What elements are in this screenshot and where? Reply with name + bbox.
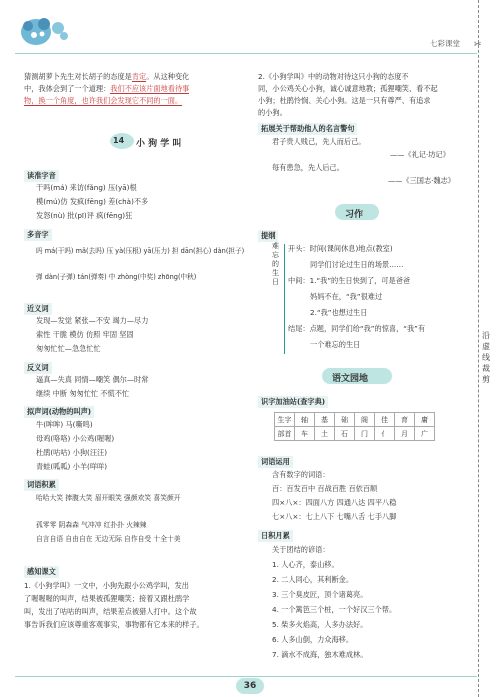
onomatopoeia-line: 母鸡(咯咯) 小公鸡(喔喔): [36, 434, 115, 443]
synonym-line: 索性 干脆 模仿 仿照 牢固 坚固: [36, 330, 134, 339]
polyphone-line: 弹 dàn(子弹) tán(弹奏) 中 zhòng(中奖) zhōng(中秋): [36, 273, 197, 281]
outline-line: 开头：时间(课间休息)地点(教室): [288, 244, 393, 253]
usage-line: 四×八×：四面八方 四通八达 四平八稳: [272, 498, 397, 507]
pronunciation-line: 干吗(má) 来访(fǎng) 压(yā)根: [36, 183, 137, 192]
proverb-item: 3. 三个臭皮匠，顶个诸葛亮。: [272, 590, 368, 599]
proverb-item: 1. 人心齐，泰山移。: [272, 560, 339, 569]
sheep-logo-icon: [14, 10, 74, 50]
section-synonyms: 近义词: [24, 303, 52, 315]
cut-label: 沿虚线裁剪: [482, 331, 490, 384]
table-row: 部首 车 土 石 门 亻 月 广: [275, 427, 435, 441]
antonym-line: 继续 中断 匆匆忙忙 不慌不忙: [36, 389, 130, 398]
section-polyphone: 多音字: [24, 229, 52, 241]
section-pronunciation: 读准字音: [24, 170, 59, 182]
outline-line: 妈妈不在，“我”很难过: [310, 292, 383, 301]
section-text-perception: 感知课文: [24, 566, 59, 578]
pronunciation-line: 发怒(nù) 批(pī)评 疯(fēng)狂: [36, 211, 133, 220]
footer-rule: [15, 676, 477, 677]
lesson-number: 14: [113, 136, 125, 145]
vocabulary-line: 哈哈大笑 捧腹大笑 眉开眼笑 强颜欢笑 喜笑颜开: [36, 494, 181, 502]
intro-line-2: 中，我体会到了一个道理：我们不应该片面地看待事: [24, 84, 190, 93]
perception-line: 事告诉我们应该尊重客观事实，事物都有它本来的样子。: [24, 620, 204, 629]
quote-source: ——《礼记·坊记》: [390, 150, 450, 159]
table-row: 生字 轴 基 础 阁 佳 育 庸: [275, 413, 435, 427]
quote-source: ——《三国志·魏志》: [388, 176, 455, 185]
lesson-title-chip: [110, 133, 190, 149]
page-number: 36: [236, 678, 264, 694]
proverb-item: 5. 柴多火焰高，人多办法好。: [272, 620, 368, 629]
quote-text: 每有患急，先人后己。: [272, 163, 344, 172]
quote-text: 君子贵人贱己，先人而后己。: [272, 137, 366, 146]
dog-attitude-line: 同，小公鸡关心小狗，诚心诚意地教；孤狸嘲笑、看不起: [258, 84, 438, 93]
perception-line: 1.《小狗学叫》一文中，小狗先跟小公鸡学叫，发出: [24, 581, 189, 590]
onomatopoeia-line: 牛(哞哞) 马(嘶鸣): [36, 420, 93, 429]
writing-title: 习作: [345, 210, 364, 220]
perception-line: 了喔喔喔的叫声，结果被孤狸嘲笑；接着又跟杜鹃学: [24, 594, 190, 603]
section-onomatopoeia: 拟声词(动物的叫声): [24, 406, 94, 418]
header-rule: [15, 53, 477, 54]
antonym-line: 逼真—失真 同情—嘲笑 偶尔—时常: [36, 375, 149, 384]
polyphone-line: 吗 má(干吗) mǎ(去吗) 压 yà(压根) yā(压力) 担 dān(担心) dàn(担子): [36, 247, 245, 255]
dog-attitude-line: 的小狗。: [258, 108, 287, 117]
onomatopoeia-line: 青蛙(呱呱) 小羊(咩咩): [36, 462, 108, 471]
vocabulary-line: 孤零零 阴森森 气冲冲 红扑扑 火辣辣: [36, 521, 147, 529]
usage-line: 百：百发百中 百战百胜 百依百顺: [272, 484, 378, 493]
section-word-usage: 词语运用: [258, 456, 293, 468]
section-antonyms: 反义词: [24, 362, 52, 374]
outline-line: 2.“我”也想过生日: [310, 308, 368, 317]
outline-brace: [284, 244, 285, 354]
perception-line: 叫，发出了咕咕的叫声，结果差点被猎人打中。这个故: [24, 607, 197, 616]
section-daily-accumulation: 日积月累: [258, 530, 293, 542]
outline-line: 同学们讨论过生日的场景……: [310, 260, 404, 269]
onomatopoeia-line: 杜鹃(咕咕) 小狗(汪汪): [36, 448, 108, 457]
brand-label: 七彩课堂: [430, 39, 460, 48]
intro-line-1: 猜测胡萝卜先生对长胡子的态度是肯定。从这种变化: [24, 72, 190, 81]
outline-line: 中间：1.“我”的生日快到了，可是爸爸: [288, 276, 411, 285]
outline-line: 一个难忘的生日: [310, 340, 361, 349]
proverb-intro: 关于团结的谚语：: [272, 545, 330, 554]
synonym-line: 发现—发觉 紧张—不安 竭力—尽力: [36, 316, 149, 325]
dog-attitude-line: 小狗；杜鹃怜悯、关心小狗。这是一只有尊严、有追求: [258, 96, 431, 105]
garden-title: 语文园地: [332, 374, 369, 384]
dog-attitude-line: 2.《小狗学叫》中的动物对待这只小狗的态度不: [258, 72, 409, 81]
intro-line-3: 物，换一个角度，也许我们会发现它不同的一面。: [24, 96, 183, 105]
garden-title-chip: [322, 368, 392, 384]
lesson-title: 小 狗 学 叫: [136, 139, 182, 149]
usage-line: 七×八×：七上八下 七嘴八舌 七手八脚: [272, 512, 397, 521]
section-outline: 提纲: [258, 230, 278, 242]
proverb-item: 4. 一个篱笆三个桩，一个好汉三个帮。: [272, 605, 397, 614]
usage-line: 含有数字的词语：: [272, 470, 330, 479]
outline-line: 结尾：点题，同学们给“我”的惊喜，“我”有: [288, 324, 426, 333]
pronunciation-line: 模(mú)仿 发疯(fēng) 差(chà)不多: [36, 197, 149, 206]
proverb-item: 2. 二人同心，其利断金。: [272, 575, 354, 584]
section-vocabulary: 词语积累: [24, 479, 59, 491]
writing-title-chip: [335, 204, 379, 220]
synonym-line: 匆匆忙忙—急急忙忙: [36, 344, 101, 353]
section-dictionary: 识字加油站(查字典): [258, 396, 328, 408]
section-quotes: 拓展关于帮助他人的名言警句: [258, 123, 357, 135]
scissors-icon: ✂: [474, 40, 482, 50]
proverb-item: 7. 滴水不成海，独木难成林。: [272, 650, 368, 659]
vocabulary-line: 自言自语 自由自在 无边无际 自作自受 十全十美: [36, 535, 181, 543]
outline-side-label: 难忘的生日: [272, 242, 279, 286]
proverb-item: 6. 人多山倒，力众海移。: [272, 635, 354, 644]
radical-table: [274, 412, 435, 441]
